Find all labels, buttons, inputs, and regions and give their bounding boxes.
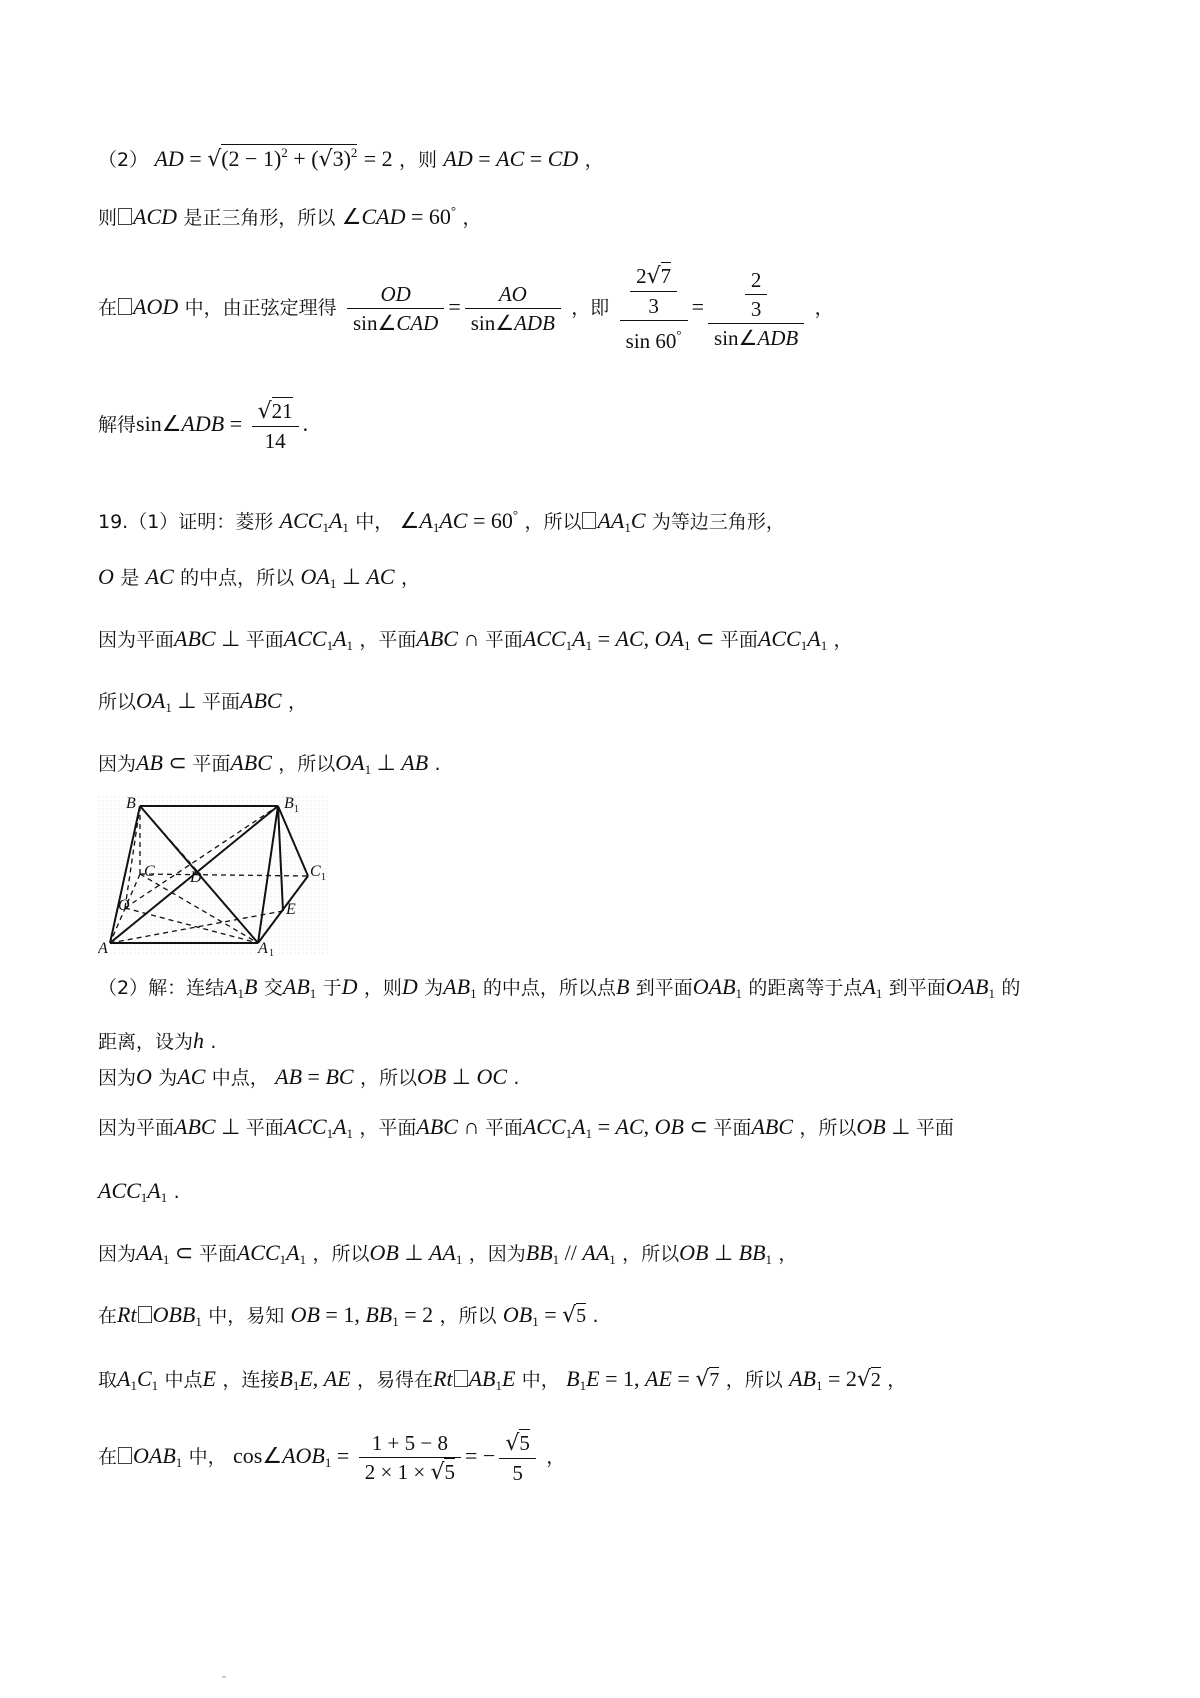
line-19-2: （2）解：连结$A_1B$ 交$AB_1$ 于D ，则D 为$AB_1$ 的中点，所以点B 到平面$OAB_1$ 的距离等于点$A_1$ 到平面$OAB_1$ 的 bbox=[98, 974, 1021, 1001]
line-sine-law: 在 AOD 中，由正弦定理得 $\frac{OD}{\text{sin∠CAD}}$ = $\frac{AO}{\text{sin∠ADB}}$ ，即 $\frac{\frac{2√7}{3}}{\sin 60^\circ}$ = $\frac{\frac{2}{3}}{\text{sin∠ADB}}$ ， bbox=[98, 264, 834, 353]
text: ，所以 bbox=[439, 1305, 497, 1327]
text: ， bbox=[584, 149, 604, 171]
text: ， bbox=[887, 1369, 907, 1391]
text: ， bbox=[287, 691, 307, 713]
text: ，所以 bbox=[359, 1067, 417, 1089]
triangle-symbol bbox=[454, 1370, 468, 1387]
line-ob-perp-bb1: 因为$AA_1$ ⊂ 平面$ACC_1A_1$ ，所以OB ⊥ $AA_1$ ，因为$BB_1 // AA_1$ ，所以OB ⊥ $BB_1$ ， bbox=[98, 1240, 798, 1267]
line-conclusion-1: 因为AB ⊂ 平面ABC ，所以$OA_1$ ⊥ AB . bbox=[98, 750, 441, 777]
text: ，所以 bbox=[725, 1369, 783, 1391]
text: 平面 bbox=[484, 1117, 523, 1139]
text: 为等边三角形， bbox=[651, 511, 785, 533]
fig-label-o: O bbox=[118, 897, 130, 914]
text: ，平面 bbox=[359, 629, 417, 651]
triangle-symbol bbox=[118, 208, 132, 225]
text: 平面 bbox=[713, 1117, 752, 1139]
text: 因为 bbox=[98, 753, 137, 775]
text: ， bbox=[462, 207, 482, 229]
text: 平面 bbox=[915, 1117, 954, 1139]
fig-label-b1: B bbox=[284, 796, 294, 812]
text: 为 bbox=[424, 977, 444, 999]
line-ob-perp-plane: 因为平面ABC ⊥ 平面$ACC_1A_1$ ，平面ABC ∩ 平面$ACC_1A_1$ = AC, OB ⊂ 平面ABC ，所以OB ⊥ 平面 bbox=[98, 1114, 954, 1141]
text: 的 bbox=[1001, 977, 1021, 999]
text: . bbox=[592, 1305, 599, 1327]
fig-label-e: E bbox=[286, 901, 296, 918]
text: 平面 bbox=[198, 1243, 237, 1265]
fig-sub: 1 bbox=[321, 872, 326, 883]
text: ，所以 bbox=[312, 1243, 370, 1265]
text: 解得 bbox=[98, 414, 137, 436]
triangle-symbol bbox=[582, 512, 596, 529]
text: 中，易知 bbox=[208, 1305, 285, 1327]
text: ， bbox=[814, 297, 834, 319]
text: 在 bbox=[98, 1446, 118, 1468]
text: 为 bbox=[158, 1067, 178, 1089]
text: 到平面 bbox=[888, 977, 946, 999]
text: 取 bbox=[98, 1369, 118, 1391]
text: ，则 bbox=[363, 977, 402, 999]
line-ob1: 在Rt $OBB_1$ 中，易知 OB = 1, $BB_1 = 2$ ，所以 $OB_1 = √5$ . bbox=[98, 1302, 599, 1329]
text: ， bbox=[400, 567, 420, 589]
triangle-symbol bbox=[118, 1447, 132, 1464]
line-ab1: 取$A_1C_1$ 中点E ，连接$B_1E$, AE ，易得在Rt $AB_1E$ 中， $B_1E = 1$, AE = √7 ，所以 $AB_1 = 2√2$ ， bbox=[98, 1366, 907, 1393]
text: 中， bbox=[188, 1446, 227, 1468]
line-ob-perp-oc: 因为O 为AC 中点， AB = BC ，所以OB ⊥ OC . bbox=[98, 1064, 520, 1089]
text: 中点 bbox=[164, 1369, 203, 1391]
triangle-symbol bbox=[118, 298, 132, 315]
text: . bbox=[434, 753, 441, 775]
text: 则 bbox=[98, 207, 118, 229]
text: 因为平面 bbox=[98, 629, 175, 651]
fig-label-a1: A bbox=[258, 940, 268, 956]
text: 平面 bbox=[719, 629, 758, 651]
fig-sub: 1 bbox=[269, 948, 274, 956]
text: ，即 bbox=[571, 297, 610, 319]
line-midpoint-o: O 是 AC 的中点，所以 $OA_1$ ⊥ AC ， bbox=[98, 564, 420, 591]
text: ， bbox=[546, 1446, 566, 1468]
line-distance-h: 距离，设为h . bbox=[98, 1028, 217, 1053]
text: ，则 bbox=[399, 149, 438, 171]
text: 中，由正弦定理得 bbox=[184, 297, 337, 319]
line-oa1-perp-plane: 所以$OA_1$ ⊥ 平面ABC ， bbox=[98, 688, 307, 715]
text: 到平面 bbox=[635, 977, 693, 999]
text: 平面 bbox=[202, 691, 241, 713]
text: 中， bbox=[355, 511, 394, 533]
fig-label-c1: C bbox=[310, 863, 321, 880]
text: ，所以 bbox=[622, 1243, 680, 1265]
text: 平面 bbox=[245, 1117, 284, 1139]
text: 的中点，所以 bbox=[180, 567, 295, 589]
text: 中， bbox=[521, 1369, 560, 1391]
fig-label-a: A bbox=[98, 940, 108, 956]
text: 在 bbox=[98, 1305, 118, 1327]
text: . bbox=[513, 1067, 520, 1089]
text: 在 bbox=[98, 297, 118, 319]
text: . bbox=[210, 1031, 217, 1053]
line-result-sin: 解得sin∠ADB = $\frac{√21}{14}$ . bbox=[98, 398, 309, 453]
text: 因为 bbox=[98, 1067, 137, 1089]
line-19-1: 19.（1）证明：菱形 $ACC_1A_1$ 中， $\angle A_1AC = 60^\circ$ ，所以 $AA_1C$ 为等边三角形， bbox=[98, 507, 785, 535]
fig-label-b: B bbox=[126, 796, 136, 812]
line-cos-aob1: 在 $OAB_1$ 中， $\cos\angle AOB_1$ = $\frac{1 + 5 - 8}{2 \times 1 \times √5}$ = − $\frac{√5}{5}$ ， bbox=[98, 1430, 566, 1485]
text: 的中点，所以点 bbox=[482, 977, 616, 999]
text: ，易得在 bbox=[357, 1369, 434, 1391]
text: 19.（1）证明：菱形 bbox=[98, 511, 274, 533]
text: ，所以 bbox=[524, 511, 582, 533]
text: 的距离等于点 bbox=[748, 977, 863, 999]
text: 平面 bbox=[245, 629, 284, 651]
text: ，平面 bbox=[359, 1117, 417, 1139]
fig-sub: 1 bbox=[294, 804, 299, 815]
text: 中点， bbox=[211, 1067, 269, 1089]
line-ad-length: （2） AD = $√(2 - 1)^2 + (√3)^2 = 2$ ，则 AD = AC = CD ， bbox=[98, 145, 604, 172]
text: ，因为 bbox=[468, 1243, 526, 1265]
fig-label-d: D bbox=[190, 869, 202, 886]
text: 距离，设为 bbox=[98, 1031, 194, 1053]
fig-label-c: C bbox=[144, 863, 155, 880]
text: 是 bbox=[120, 567, 140, 589]
prism-figure bbox=[98, 796, 328, 956]
text: 因为平面 bbox=[98, 1117, 175, 1139]
text: （2）解：连结 bbox=[98, 977, 225, 999]
text: 交 bbox=[263, 977, 283, 999]
line-acc1a1: $ACC_1A_1$ . bbox=[98, 1178, 180, 1205]
text: 平面 bbox=[192, 753, 231, 775]
line-equilateral: 则 ACD 是正三角形，所以 ∠CAD = 60° ， bbox=[98, 203, 482, 229]
text: 是正三角形，所以 bbox=[183, 207, 336, 229]
text: （2） bbox=[98, 149, 149, 171]
text: . bbox=[173, 1181, 180, 1203]
text: ，所以 bbox=[799, 1117, 857, 1139]
triangle-symbol bbox=[138, 1306, 152, 1323]
text: ，连接 bbox=[222, 1369, 280, 1391]
text: 因为 bbox=[98, 1243, 137, 1265]
text: ，所以 bbox=[278, 753, 336, 775]
text: 所以 bbox=[98, 691, 137, 713]
text: ， bbox=[778, 1243, 798, 1265]
line-plane-perp: 因为平面ABC ⊥ 平面$ACC_1A_1$ ，平面ABC ∩ 平面$ACC_1A_1$ = AC, $OA_1$ ⊂ 平面$ACC_1A_1$ ， bbox=[98, 626, 853, 653]
text: 于 bbox=[322, 977, 342, 999]
footer-mark bbox=[222, 1676, 226, 1678]
text: 平面 bbox=[484, 629, 523, 651]
text: ， bbox=[833, 629, 853, 651]
